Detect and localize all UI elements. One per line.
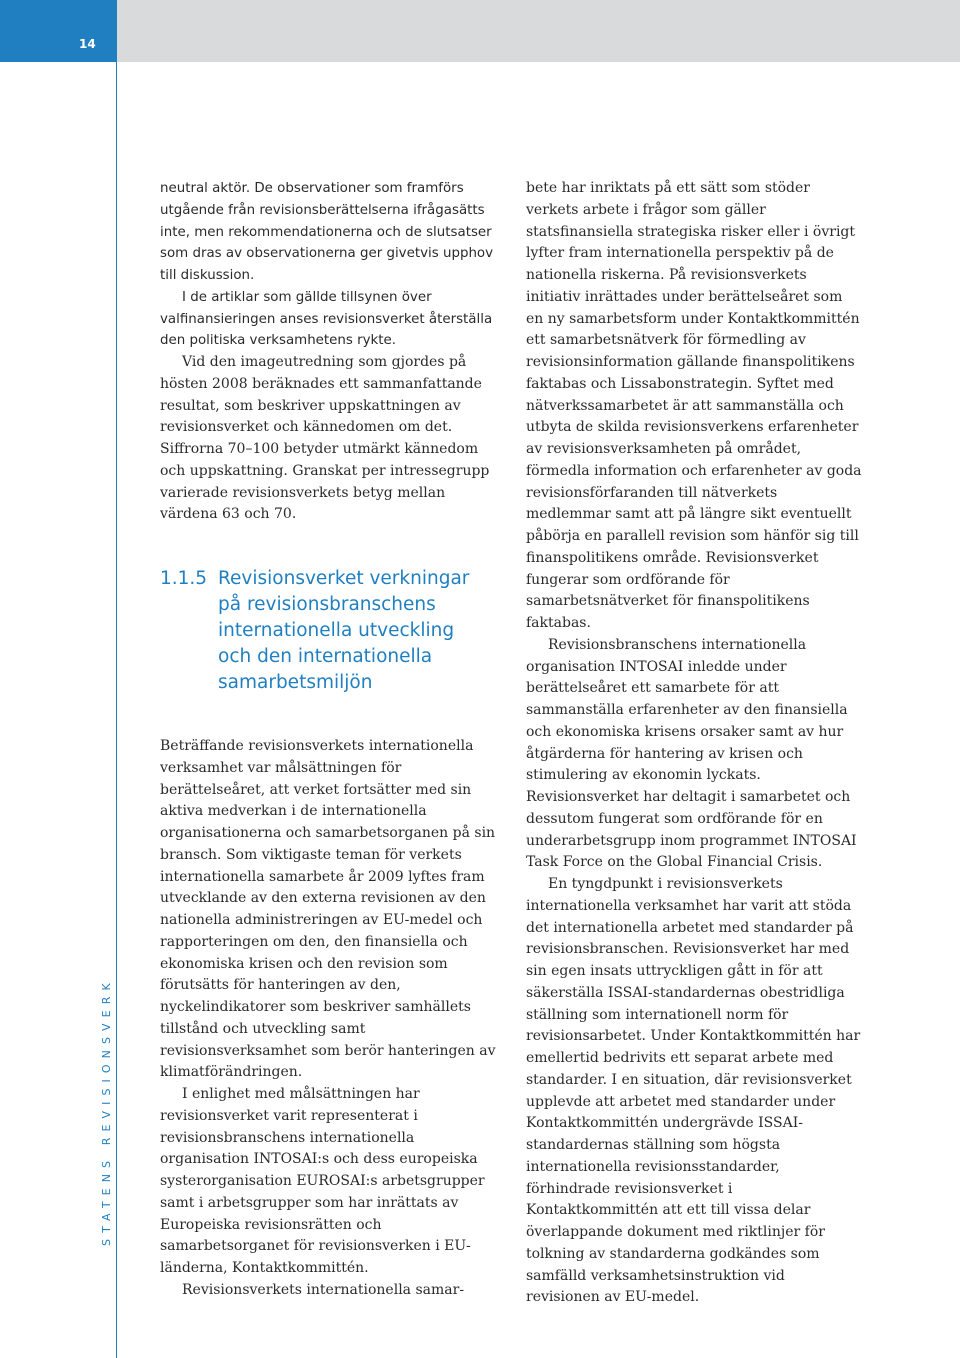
left-column	[160, 178, 496, 1302]
section-title: Revisionsverket verkningar på revisionsbranschens internationella utveckling och den internationella samarbetsmiljön	[218, 568, 470, 693]
paragraph: En tyngdpunkt i revisionsverkets internationella verksamhet har varit att stöda det internationella arbetet med standarder på revisionsbranschen. Revisionsverket har med sin egen insats uttryckligen gått in för att säkerställa ISSAI-standardernas obestridliga ställning som internationell norm för revisionsarbetet. Under Kontaktkommittén har emellertid bedrivits ett separat arbete med standarder. I en situation, där revisionsverket upplevde att arbetet med standarder under Kontaktkommittén undergrävde ISSAI-standardernas ställning som högsta internationella revisionsstandarder, förhindrade revisionsverket i Kontaktkommittén att ett till vissa delar överlappande dokument med riktlinjer för tolkning av standarderna godkändes som samfälld verksamhetsinstruktion vid revisionen av EU-medel.	[526, 876, 861, 1306]
top-header-bar	[0, 0, 960, 62]
page-number-tab	[0, 0, 117, 62]
side-label: STATENS REVISIONSVERK	[100, 977, 113, 1246]
paragraph: Revisionsbranschens internationella organisation INTOSAI inledde under berättelseåret ett samarbete för att sammanställa erfarenheter av den finansiella och ekonomiska krisens orsaker samt av hur åtgärderna för hantering av krisen och stimulering av ekonomin lyckats. Revisionsverket har deltagit i samarbetet och dessutom fungerat som ordförande för en underarbetsgrupp inom programmet INTOSAI Task Force on the Global Financial Crisis.	[526, 636, 857, 871]
vertical-rule	[116, 62, 117, 1358]
paragraph: Revisionsverkets internationella samar-	[182, 1281, 465, 1298]
right-column	[526, 178, 862, 1309]
paragraph: I enlighet med målsättningen har revisionsverket varit representerat i revisionsbranschens internationella organisation INTOSAI:s och dess europeiska systerorganisation EUROSAI:s arbetsgrupper samt i arbetsgrupper som har inrättats av Europeiska revisionsrätten och samarbetsorganet för revisionsverken i EU-länderna, Kontaktkommittén.	[160, 1086, 485, 1276]
section-number: 1.1.5	[160, 568, 208, 589]
paragraph: bete har inriktats på ett sätt som stöder verkets arbete i frågor som gäller statsfinansiella strategiska risker eller i övrigt lyfter fram internationella perspektiv på de nationella riskerna. På revisionsverkets initiativ inrättades under berättelseåret som en ny samarbetsform under Kontaktkommittén ett samarbetsnätverk för förmedling av revisionsinformation gällande finanspolitikens faktabas och Lissabonstrategin. Syftet med nätverkssamarbetet är att sammanställa och utbyta de skilda revisionsverkens erfarenheter av revisionsverksamheten på området, förmedla information och erfarenheter av goda revisionsförfaranden till nätverkets medlemmar samt att på längre sikt eventuellt påbörja en parallell revision som hänför sig till finanspolitikens område. Revisionsverket fungerar som ordförande för samarbetsnätverket för finanspolitikens faktabas.	[526, 180, 862, 631]
paragraph: I de artiklar som gällde tillsynen över valfinansieringen anses revisionsverket återställa den politiska verksamhetens rykte.	[160, 289, 493, 349]
paragraph: neutral aktör. De observationer som framförs utgående från revisionsberättelserna ifrågasätts inte, men rekommendationerna och de slutsatser som dras av observationerna ger givetvis upphov till diskussion.	[160, 181, 494, 283]
section-heading	[160, 566, 496, 696]
paragraph: Vid den imageutredning som gjordes på hösten 2008 beräknades ett sammanfattande resultat, som beskriver uppskattningen av revisionsverket och kännedomen om det. Siffrorna 70–100 betyder utmärkt kännedom och uppskattning. Granskat per intressegrupp varierade revisionsverkets betyg mellan värdena 63 och 70.	[160, 354, 490, 523]
page-number: 14	[79, 37, 96, 51]
paragraph: Beträffande revisionsverkets internationella verksamhet var målsättningen för berättelseåret, att verket fortsätter med sin aktiva medverkan i de internationella organisationerna och samarbetsorganen på sin bransch. Som viktigaste teman för verkets internationella samarbete år 2009 lyftes fram utvecklande av den externa revisionen av den nationella administreringen av EU-medel och rapporteringen om den, den finansiella och ekonomiska krisen och den revision som förutsätts för hanteringen av den, nyckelindikatorer som beskriver samhällets tillstånd och utveckling samt revisionsverksamhet som berör hanteringen av klimatförändringen.	[160, 738, 496, 1081]
